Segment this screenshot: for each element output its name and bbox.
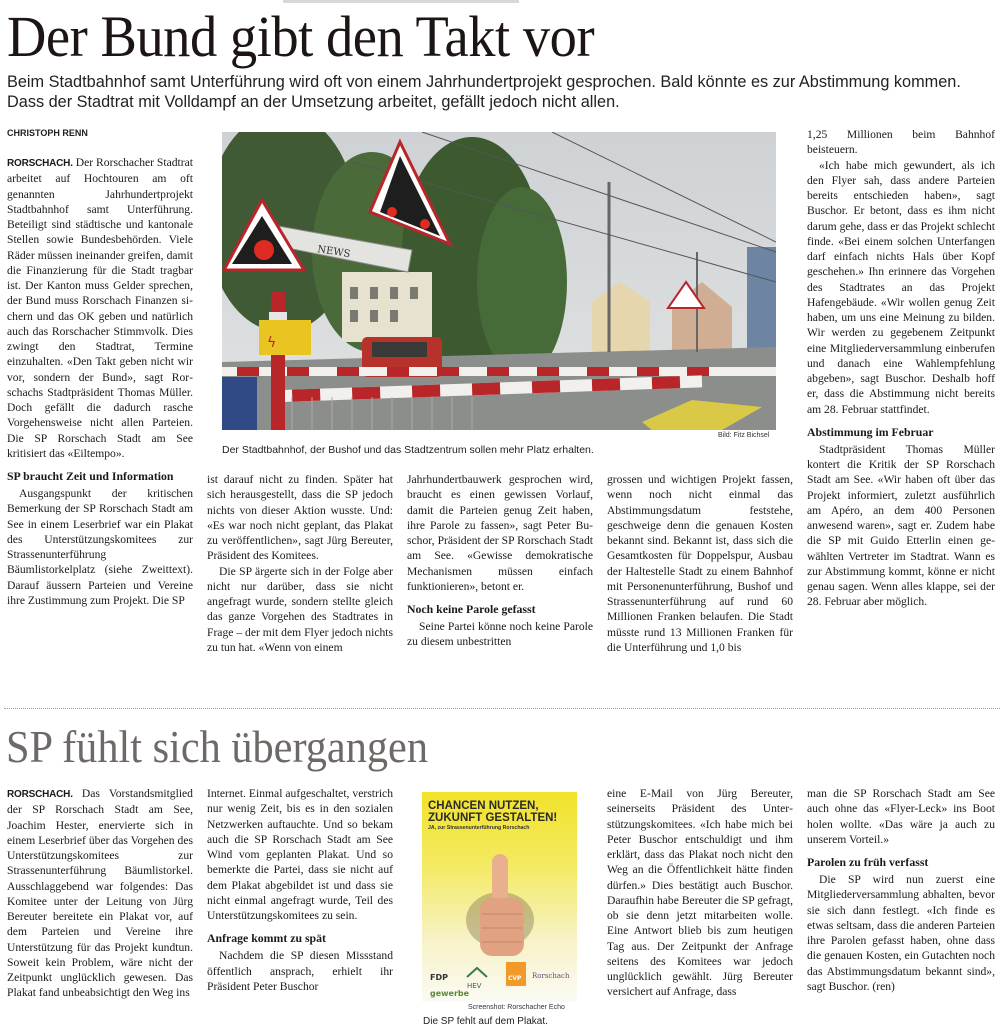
article-lead: Beim Stadtbahnhof samt Unterführung wird oft von einem Jahrhundertprojekt gesprochen. Bald könnte es zur Abstimmung kommen. Dass der Stadtrat mit Volldampf an der Umsetzung arbeitet, gefällt jedoch nicht allen. (7, 73, 961, 111)
subheading: Abstimmung im Februar (807, 424, 934, 439)
paragraph: eine E-Mail von Jürg Bereuter, seinerseits Präsident des Unterstützungskomitees. «Ich habe mich bei Peter Buschor entschuldigt und ihm erklärt, dass das Plakat noch nicht den Weg an die Öffentlichkeit hätte finden dürfen.» Dies bestätigt auch Buschor. Daraufhin habe Bereuter die SP gefragt, ob sie denn jetzt mitarbeiten wolle. Eine Antwort blieb bis zum heutigen Tag aus. Der Zeitpunkt der Anfrage seitens des Komitees war jedoch unglücklich gewählt. Jürg Bereuter versichert auf Anfrage, dass (607, 787, 793, 999)
article2-column-1 (7, 786, 193, 1001)
paragraph-text: Das Vorstandsmitglied der SP Rorschach Stadt am See, Joachim Hester, enervierte sich in einem Leserbrief über das Vorgehen des Unterstützungskomitees zur Strassenunterführung Bäumlistorkel. Ausschlaggebend war folgendes: Das Komitee unter der Leitung von Jürg Bereuter bereitete ein Plakat vor, auf dem Parteien und Vereine ihre Unterstützung für das Projekt kundtun. Soweit kein Problem, wäre nicht der Zeitpunkt unglücklich gewesen. Das Plakat fand unbeabsichtigt den Weg ins (7, 787, 193, 1000)
logo-hev: HEV (467, 982, 482, 990)
article1-column-3 (407, 472, 593, 650)
paragraph: ist darauf nicht zu finden. Später hat sich herausgestellt, dass die SP jedoch nichts von dieser Aktion wusste. Und: «Es war noch nicht geplant, das Plakat zu veröffentlichen», sagt Jürg Bereuter, Präsident des Komitees. (207, 473, 393, 563)
photo-credit: Bild: Fitz Bichsel (718, 432, 770, 439)
article2-column-2 (207, 786, 393, 994)
poster-subtitle: JA, zur Strassenunterführung Rorschach (428, 825, 530, 831)
article2-column-4 (607, 786, 793, 1000)
logo-gewerbe: gewerbe (430, 989, 470, 998)
paragraph: grossen und wichtigen Projekt fassen, wenn noch nicht einmal das Abstimmungsdatum feststehe, geschweige denn die genauen Kosten bekannt sind. Bekannt ist, dass sich die Gesamtkosten für Doppelspur, Ausbau der Haltestelle Stadt zu einem Bahnhof mit Personenunterführung, Bushof und Strassenunterführung auf rund 60 Millionen Franken belaufen. Die Stadt müsste rund 13 Millionen Franken für die Unterführung und 1,0 bis (607, 473, 793, 654)
subheading: Parolen zu früh verfasst (807, 855, 929, 869)
logo-fdp: FDP (430, 973, 448, 982)
byline: CHRISTOPH RENN (7, 128, 88, 138)
article-photo-railway-crossing (222, 132, 776, 430)
paragraph (7, 786, 193, 1001)
subheading: Anfrage kommt zu spät (207, 931, 326, 946)
paragraph: Internet. Einmal aufgeschaltet, verstrich nur wenig Zeit, bis es in den sozialen Netzwerken auftauchte. Und so bekam auch die SP Rorschach Stadt am See Wind vom geplanten Plakat. Und so bemerkte die Partei, dass sie nicht auf dem Plakat abgebildet ist und dass sie nicht einmal angefragt wurde, Teil des Unterstützungskomitees zu sein. (207, 787, 393, 922)
poster-caption: Die SP fehlt auf dem Plakat. (423, 1016, 548, 1027)
photo-caption: Der Stadtbahnhof, der Bushof und das Stadtzentrum sollen mehr Platz erhalten. (222, 444, 594, 456)
paragraph: Seine Partei könne noch keine Parole zu diesem unbestritten (407, 620, 593, 649)
article1-column-1 (7, 155, 193, 608)
article2-headline: SP fühlt sich übergangen (6, 721, 428, 772)
paragraph: Ausgangspunkt der kritischen Bemerkung der SP Rorschach Stadt am See in einem Leserbrief war ein Plakat des Unterstützungskomitees zur Strassenunterführung Bäumlistorkelplatz (siehe Zweittext). Darauf äussern Parteien und Vereine ihre Zustimmung zum Projekt. Die SP (7, 487, 193, 607)
poster-title: CHANCEN NUTZEN, ZUKUNFT GESTALTEN! (428, 800, 558, 824)
paragraph: Die SP wird nun zuerst eine Mitgliederversammlung abhalten, bevor sie sich dann festlegt. «Ich finde es etwas seltsam, dass die anderen Parteien ihre Parolen gefasst haben, ohne dass die genauen Kosten, ein Gutachten noch das Abstimmungsdatum bekannt sind», sagt Buschor. (ren) (807, 873, 995, 993)
logo-cvp-box (506, 962, 526, 986)
article-divider (4, 708, 1000, 709)
paragraph: Die SP ärgerte sich in der Folge aber nicht nur darüber, dass sie nicht angefragt wurde, sondern stellte gleich das ganze Vorgehen des Stadtrates in Frage – der mit dem Flyer jedoch nichts zu tun hat. «Wenn von einem (207, 564, 393, 654)
news-sign-text: NEWS (316, 244, 352, 261)
article2-column-5 (807, 786, 995, 994)
svg-text:ϟ: ϟ (267, 335, 277, 351)
dateline: RORSCHACH. (7, 158, 73, 169)
poster-credit: Screenshot: Rorschacher Echo (468, 1004, 565, 1011)
article-headline: Der Bund gibt den Takt vor (7, 4, 595, 69)
campaign-poster-image (422, 792, 577, 1002)
thumbs-up-icon (422, 792, 577, 1002)
paragraph: Stadtpräsident Thomas Müller kontert die Kritik der SP Rorschach Stadt am See. «Wir haben oft über das Projekt informiert, zuletzt ausführlich am Apéro, an dem 400 Personen anwesend waren», sagt er. Zudem habe die SP mit Guido Etterlin einen gewählten Vertreter im Stadtrat. Wann es zur Abstimmung kommt, könne er nicht genau sagen. Wenn alles klappe, sei der 28. Februar aber möglich. (807, 442, 995, 609)
article1-column-5 (807, 127, 995, 610)
paragraph: Jahrhundertbauwerk gesprochen wird, braucht es einen gewissen Vorlauf, damit die Parteien genug Zeit haben, ihre Parole zu fassen», sagt Peter Buschor, Präsident der SP Rorschach Stadt am See. «Gewisse demokratische Mechanismen müssen einfach funktionieren», betont er. (407, 473, 593, 593)
paragraph: man die SP Rorschach Stadt am See auch ohne das «Flyer-Leck» ins Boot holen wollte. «Das wäre ja auch zu unserem Vorteil.» (807, 787, 995, 846)
logo-rorschach: Rorschach (532, 972, 570, 980)
article1-column-2 (207, 472, 393, 655)
paragraph-text: Der Rorschacher Stadtrat arbeitet auf Hochtouren am oft genannten Jahrhundertprojekt Stadtbahnhof samt Unterführung. Beteiligt sind städtische und kantonale Stellen sowie Bundesbehörden. Viele Räder müssen ineinander greifen, damit die Finanzierung für die Stadt tragbar ist. Der Kanton muss Gelder sprechen, der Bund muss Rorschach Finanzen sichern und das OK geben und natürlich auch das Rorschacher Stimmvolk. Dies zwingt den Stadtrat, Termine einzuhalten. «Den Takt geben nicht wir vor, sondern der Bund», sagt Rorschachs Stadtpräsident Thomas Müller. Doch gefällt die dadurch rasche Vorgehensweise nicht allen Parteien. Die SP Rorschach Stadt am See kritisiert das «Eiltempo». (7, 156, 193, 460)
dateline: RORSCHACH. (7, 789, 73, 800)
logo-cvp: CVP (508, 975, 522, 982)
paragraph: 1,25 Millionen beim Bahnhof beisteuern. (807, 128, 995, 157)
railway-crossing-photo (222, 132, 776, 430)
article1-column-4 (607, 472, 793, 655)
subheading: SP braucht Zeit und Information (7, 469, 174, 483)
paragraph (7, 155, 193, 461)
subheading: Noch keine Parole gefasst (407, 602, 536, 616)
paragraph: «Ich habe mich gewundert, als ich den Flyer sah, dass andere Parteien bereits entschieden haben», sagt Buschor. Er betont, dass es ihm nicht darum gehe, dass er das Projekt schlecht finde. «Bei einem solchen Unterfangen darf einfach nichts Hals über Kopf geschehen.» Ihn erinnere das Vorgehen des Stadtrates an das Projekt Hafengebäude. «Wir wollen genug Zeit haben, um uns eine Meinung zu bilden. Wir werden zu gegebenem Zeitpunkt eine Mitgliederversammlung einberufen und danach eine Wahlempfehlung abgeben», sagt Buschor. Deshalb hoff er, dass die Abstimmung nicht bereits am 28. Februar stattfindet. (807, 158, 995, 416)
paragraph: Nachdem die SP diesen Missstand öffentlich ansprach, erhielt ihr Präsident Peter Buschor (207, 949, 393, 993)
